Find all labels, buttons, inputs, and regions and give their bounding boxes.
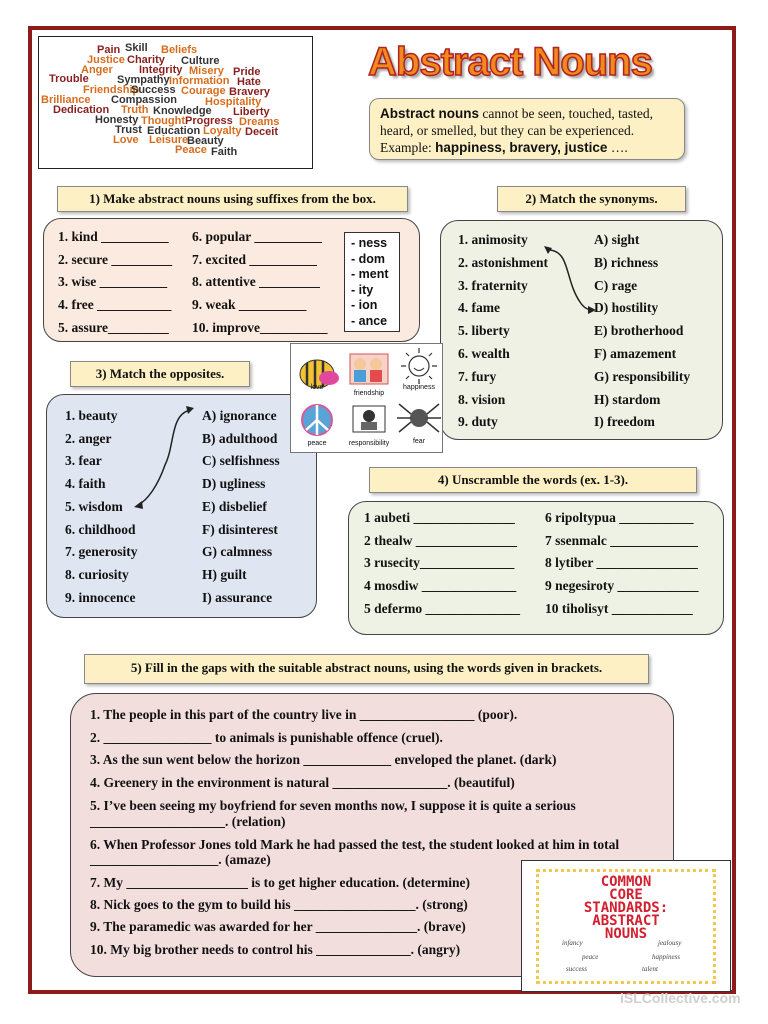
common-core-standards-image (521, 860, 731, 992)
word-cloud-word: Misery (189, 65, 224, 77)
ex3-left-item: 4. faith (65, 476, 106, 492)
ex5-sentence: 3. As the sun went below the horizon _____________ enveloped the planet. (dark) (90, 752, 557, 767)
ex3-left-item: 8. curiosity (65, 566, 129, 582)
ex2-right-item: H) stardom (594, 391, 661, 407)
core-word: success (566, 965, 587, 973)
word-cloud-word: Charity (127, 54, 165, 66)
ex3-right-item: E) disbelief (202, 498, 267, 514)
ex5-sentence: 1. The people in this part of the country live in _________________ (poor). (90, 707, 518, 722)
word-cloud-image (38, 36, 313, 169)
ex5-sentence: 9. The paramedic was awarded for her _______________. (brave) (90, 919, 466, 934)
word-cloud-word: Justice (87, 54, 125, 66)
ex5-sentence: 7. My __________________ is to get higher education. (determine) (90, 875, 470, 890)
ex3-right-item: H) guilt (202, 566, 247, 582)
word-cloud-word: Success (131, 84, 176, 96)
pic-caption: responsibility (348, 440, 390, 447)
word-cloud-word: Trust (115, 124, 142, 136)
friendship-icon (346, 348, 392, 390)
ex2-left-item: 7. fury (458, 368, 497, 384)
peace-icon (297, 402, 337, 440)
ex2-right-item: C) rage (594, 277, 638, 293)
ex5-sentence: ___________________. (amaze) (90, 852, 271, 867)
definition-text: cannot be seen, touched, tasted, heard, or smelled, but they can be experienced. (380, 106, 653, 138)
ex2-right-item: I) freedom (594, 414, 655, 430)
happiness-sun-icon (397, 346, 441, 386)
word-cloud-word: Liberty (233, 106, 270, 118)
word-cloud-word: Courage (181, 85, 226, 97)
ex5-sentence: 8. Nick goes to the gym to build his __________________. (strong) (90, 897, 468, 912)
page-title: Abstract Nouns (368, 40, 652, 84)
definition-box (369, 98, 685, 160)
word-cloud-word: Dedication (53, 104, 110, 116)
example-tail: …. (607, 140, 628, 155)
ex4-item: 4 mosdiw ______________ (364, 578, 517, 594)
word-cloud-word: Hospitality (205, 96, 262, 108)
word-cloud-word: Education (147, 125, 201, 137)
ex3-right-item: G) calmness (202, 544, 273, 560)
ex2-label: 2) Match the synonyms. (497, 186, 686, 212)
ex3-left-item: 9. innocence (65, 589, 136, 605)
definition-term: Abstract nouns (380, 106, 480, 121)
word-cloud-word: Pain (97, 44, 121, 56)
ex2-left-item: 6. wealth (458, 346, 510, 361)
word-cloud-word: Information (169, 75, 230, 87)
word-cloud-word: Anger (81, 64, 113, 76)
pic-caption: friendship (353, 390, 385, 397)
ex2-left-item: 1. animosity (458, 232, 528, 247)
core-title-line: CORE (609, 887, 643, 903)
word-cloud-word: Trouble (49, 73, 89, 85)
ex3-right-item: D) ugliness (202, 476, 266, 492)
ex1-item: 7. excited __________ (192, 251, 317, 267)
core-word: peace (582, 953, 599, 961)
ex1-item: 3. wise __________ (58, 274, 168, 290)
ex1-item: 5. assure_________ (58, 319, 169, 335)
ex3-right-item: F) disinterest (202, 521, 278, 537)
responsibility-icon (347, 400, 391, 440)
suffix-item: - ness (351, 236, 388, 250)
ex5-sentence: 5. I’ve been seeing my boyfriend for seven months now, I suppose it is quite a serious (90, 798, 576, 813)
ex4-item: 10 tiholisyt ____________ (545, 600, 693, 616)
word-cloud-word: Skill (125, 42, 148, 54)
word-cloud-word: Faith (211, 146, 238, 158)
ex3-left-item: 1. beauty (65, 408, 118, 423)
ex2-right-item: F) amazement (594, 346, 677, 361)
example-words: happiness, bravery, justice (435, 140, 608, 155)
word-cloud-word: Love (113, 134, 139, 146)
ex2-right-item: D) hostility (594, 300, 659, 316)
suffix-item: - ion (351, 298, 378, 312)
ex5-label: 5) Fill in the gaps with the suitable abstract nouns, using the words given in brackets. (84, 654, 649, 684)
word-cloud-word: Beliefs (161, 44, 198, 56)
watermark: iSLCollective.com (620, 990, 741, 1006)
word-cloud-word: Dreams (239, 116, 280, 128)
word-cloud-word: Hate (237, 76, 261, 88)
ex2-left-item: 5. liberty (458, 323, 510, 339)
ex4-item: 5 defermo ______________ (364, 600, 520, 616)
ex3-left-item: 6. childhood (65, 521, 136, 537)
suffix-item: - ity (351, 282, 374, 297)
word-cloud-word: Compassion (111, 94, 178, 106)
ex2-left-item: 9. duty (458, 414, 498, 430)
ex3-right-item: C) selfishness (202, 453, 280, 469)
example-label: Example: (380, 140, 436, 155)
ex1-item: 6. popular __________ (192, 229, 322, 244)
word-cloud-word: Knowledge (153, 105, 212, 117)
ex2-example-arrow (540, 240, 600, 320)
suffix-item: - ance (351, 313, 388, 328)
core-word: infancy (562, 939, 583, 947)
ex1-item: 8. attentive _________ (192, 274, 320, 290)
ex3-label: 3) Match the opposites. (70, 361, 250, 387)
ex4-item: 1 aubeti _______________ (364, 510, 515, 525)
abstract-nouns-pictures (290, 343, 443, 453)
ex3-right-item: I) assurance (202, 589, 273, 605)
ex5-sentence: 10. My big brother needs to control his ______________. (angry) (90, 942, 461, 957)
ex4-item: 7 ssenmalc _____________ (545, 532, 698, 548)
word-cloud-word: Deceit (245, 126, 279, 138)
suffix-item: - ment (351, 267, 389, 281)
core-title-line: COMMON (600, 874, 652, 890)
core-word: talent (642, 965, 658, 973)
ex1-item: 10. improve__________ (192, 319, 328, 335)
word-cloud-word: Loyalty (203, 125, 242, 137)
word-cloud-word: Thought (141, 115, 185, 127)
ex4-item: 8 lytiber _______________ (545, 555, 698, 571)
ex5-sentence: 4. Greenery in the environment is natural _________________. (beautiful) (90, 775, 515, 790)
ex3-left-item: 2. anger (65, 430, 112, 446)
core-title-line: ABSTRACT (592, 913, 660, 929)
ex4-item: 6 ripoltypua ___________ (545, 510, 694, 525)
ex4-item: 9 negesiroty ____________ (545, 578, 699, 594)
pic-caption: peace (307, 440, 327, 447)
ex2-right-item: G) responsibility (594, 368, 691, 384)
ex5-sentence: 6. When Professor Jones told Mark he had passed the test, the student looked at him in total (90, 837, 620, 852)
ex4-item: 2 thealw _______________ (364, 532, 517, 548)
ex2-left-item: 3. fraternity (458, 277, 528, 293)
ex3-example-arrow (130, 405, 200, 515)
word-cloud-word: Brilliance (41, 94, 91, 106)
core-title-line: STANDARDS: (583, 900, 669, 916)
ex3-left-item: 5. wisdom (65, 498, 123, 514)
ex2-left-item: 4. fame (458, 300, 500, 316)
ex3-left-item: 3. fear (65, 453, 102, 469)
suffix-box (344, 232, 400, 332)
word-cloud-word: Beauty (187, 135, 224, 147)
word-cloud-word: Honesty (95, 114, 139, 126)
ex4-label: 4) Unscramble the words (ex. 1-3). (369, 467, 697, 493)
word-cloud-word: Friendship (83, 84, 140, 96)
suffix-item: - dom (351, 251, 386, 266)
ex3-right-item: B) adulthood (202, 430, 278, 446)
word-cloud-word: Leisure (149, 134, 189, 146)
word-cloud-word: Bravery (229, 86, 270, 98)
word-cloud-word: Culture (181, 55, 220, 67)
core-title-line: NOUNS (604, 926, 648, 942)
ex1-item: 4. free ___________ (58, 297, 172, 313)
ex2-left-item: 2. astonishment (458, 254, 549, 270)
pic-caption: love (310, 384, 324, 391)
ex5-sentence: ____________________. (relation) (90, 814, 286, 829)
word-cloud-word: Peace (175, 144, 207, 156)
word-cloud-word: Pride (233, 66, 261, 78)
ex5-sentence: 2. ________________ to animals is punishable offence (cruel). (90, 730, 443, 745)
ex1-item: 9. weak __________ (192, 297, 307, 313)
word-cloud-word: Truth (121, 104, 149, 116)
core-word: jealousy (658, 939, 682, 947)
ex1-item: 1. kind __________ (58, 229, 169, 244)
core-word: happiness (652, 953, 680, 961)
ex2-right-item: B) richness (594, 254, 659, 270)
ex3-right-item: A) ignorance (202, 408, 277, 423)
ex1-item: 2. secure _________ (58, 251, 173, 267)
ex1-label: 1) Make abstract nouns using suffixes from the box. (57, 186, 408, 212)
word-cloud-word: Progress (185, 115, 233, 127)
pic-caption: fear (412, 438, 426, 445)
word-cloud-word: Sympathy (117, 74, 170, 86)
pic-caption: happiness (403, 384, 435, 391)
fear-spider-icon (397, 398, 441, 438)
word-cloud-word: Integrity (139, 64, 183, 76)
ex3-left-item: 7. generosity (65, 544, 138, 560)
ex2-left-item: 8. vision (458, 391, 506, 407)
ex2-right-item: A) sight (594, 232, 640, 247)
ex2-right-item: E) brotherhood (594, 323, 684, 339)
ex4-item: 3 rusecity______________ (364, 555, 515, 571)
